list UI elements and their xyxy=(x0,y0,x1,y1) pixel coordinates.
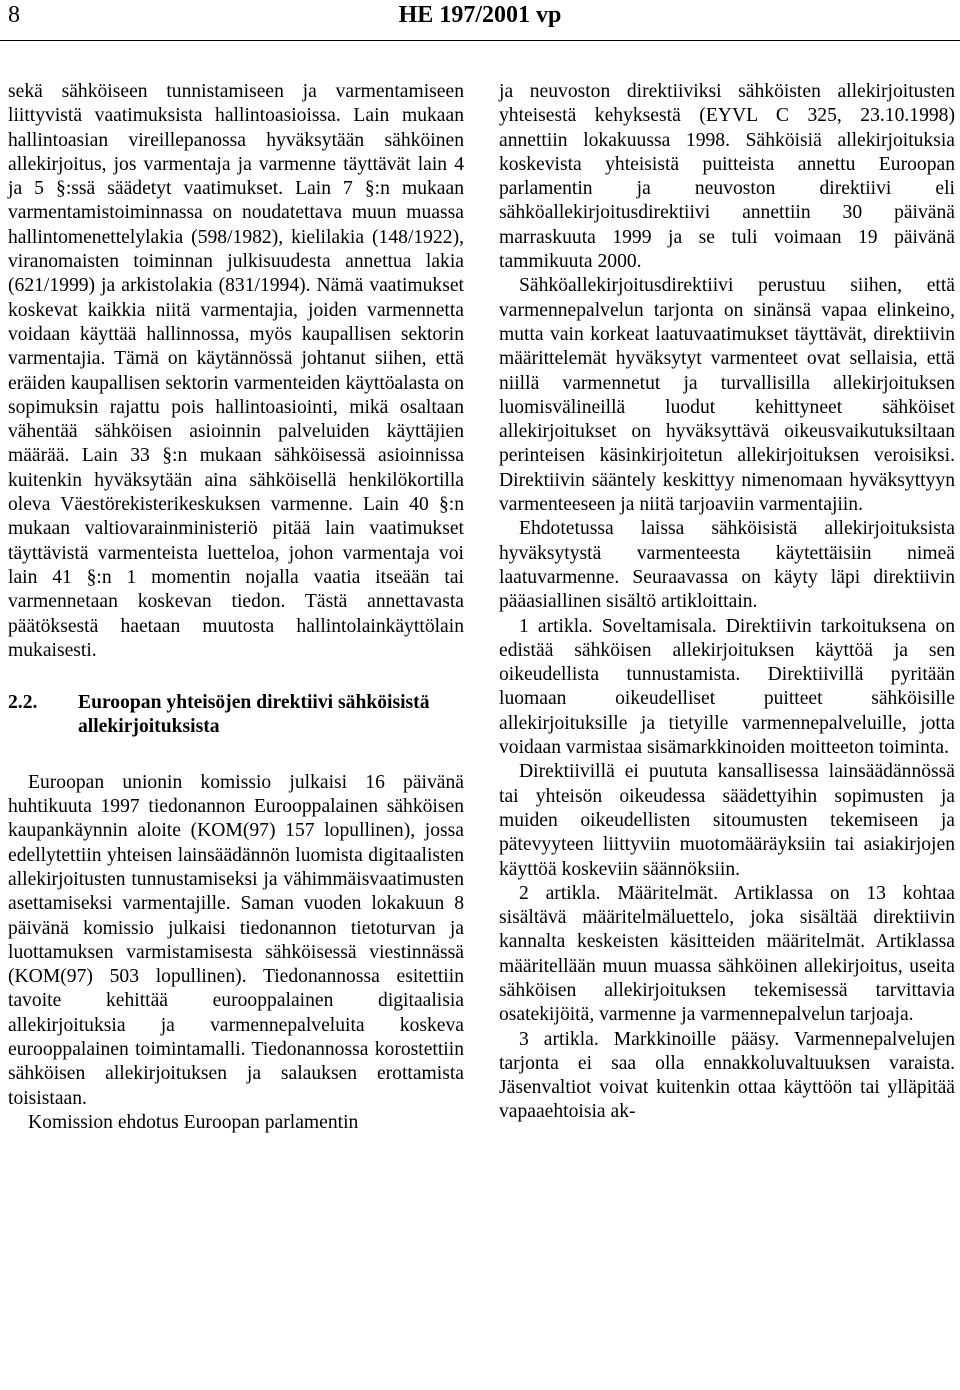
section-title: Euroopan yhteisöjen direktiivi sähköisistä allekirjoituksista xyxy=(78,692,430,738)
paragraph: Direktiivillä ei puututa kansallisessa lainsäädännössä tai yhteisön oikeudessa säädettyihin sopimusten ja muiden oikeudellisten sitoumusten tekemiseen ja pätevyyteen liittyviin muotomääräyksiin tai asiakirjojen käyttöä koskeviin säännöksiin. xyxy=(499,761,955,880)
paragraph: 1 artikla. Soveltamisala. Direktiivin tarkoituksena on edistää sähköisen allekirjoituksen käyttöä ja sen oikeudellista tunnustamista. Direktiivillä pyritään luomaan oikeudelliset puitteet sähköisille allekirjoituksille ja tietyille varmennepalveluille, jotta voidaan varmistaa sisämarkkinoiden moitteeton toiminta. xyxy=(499,615,955,759)
paragraph: Ehdotetussa laissa sähköisistä allekirjoituksista hyväksytystä varmenteesta käytettäisiin nimeä laatuvarmenne. Seuraavassa on käyty läpi direktiivin pääasiallinen sisältö artikloittain. xyxy=(499,518,955,613)
header-rule xyxy=(0,40,960,41)
right-column xyxy=(499,80,955,1125)
paragraph: Euroopan unionin komissio julkaisi 16 päivänä huhtikuuta 1997 tiedonannon Eurooppalainen sähköisen kaupankäynnin aloite (KOM(97) 157 lopullinen), jossa edellytettiin yhteisen lainsäädännön luomista digitaalisten allekirjoitusten tunnustamiseksi ja vähimmäisvaatimusten asettamiseksi varmentajille. Saman vuoden lokakuun 8 päivänä komissio julkaisi tiedonannon tietoturvan ja luottamuksen varmistamisesta sähköisessä viestinnässä (KOM(97) 503 lopullinen). Tiedonannossa esitettiin tavoite kehittää eurooppalainen digitaalisia allekirjoituksia ja varmennepalveluita koskeva eurooppalainen toimintamalli. Tiedonannossa korostettiin sähköisen allekirjoituksen ja salauksen erottamista toisistaan. xyxy=(8,771,464,1109)
document-id: HE 197/2001 vp xyxy=(398,2,562,28)
paragraph: Komission ehdotus Euroopan parlamentin xyxy=(28,1111,359,1133)
page-number: 8 xyxy=(8,2,20,28)
paragraph: sekä sähköiseen tunnistamiseen ja varmentamiseen liittyvistä vaatimuksista hallintoasioissa. Lain mukaan hallintoasian vireillepanossa hyväksytään sähköinen allekirjoitus, jos varmentaja ja varmenne täyttävät lain 4 ja 5 §:ssä säädetyt vaatimukset. Lain 7 §:n mukaan varmentamistoiminnassa on noudatettava muun muassa hallintomenettelylakia (598/1982), kielilakia (148/1922), viranomaisten toiminnan julkisuudesta annettua lakia (621/1999) ja arkistolakia (831/1994). Nämä vaatimukset koskevat kaikkia niitä varmentajia, joiden varmennetta voidaan käyttää hallinnossa, myös kaupallisen sektorin varmentajia. Tämä on käytännössä johtanut siihen, että eräiden kaupallisen sektorin varmenteiden käyttöalasta on sopimuksin rajattu pois hallintoasiointi, mikä osaltaan vähentää sähköisen asioinnin palveluiden käyttäjien määrää. Lain 33 §:n mukaan sähköisessä asioinnissa kuitenkin hyväksytään aina sähköisellä henkilökortilla oleva Väestörekisterikeskuksen varmenne. Lain 40 §:n mukaan valtiovarainministeriö pitää lain vaatimukset täyttävistä varmenteista luetteloa, johon varmentaja voi lain 41 §:n 1 momentin nojalla vaatia itseään tai varmennetaan koskevan tiedon. Tästä annettavasta päätöksestä haetaan muutosta hallintolainkäyttölain mukaisesti. xyxy=(8,81,464,661)
paragraph: 2 artikla. Määritelmät. Artiklassa on 13 kohtaa sisältävä määritelmäluettelo, joka sisältää direktiivin kannalta keskeisten käsitteiden määritelmät. Artiklassa määritellään muun muassa sähköinen allekirjoitus, useita sähköisen allekirjoituksen tekemisessä tarvittavia osatekijöitä, varmenne ja varmennepalvelun tarjoaja. xyxy=(499,882,955,1026)
page-header xyxy=(0,0,960,44)
paragraph: ja neuvoston direktiiviksi sähköisten allekirjoitusten yhteisestä kehyksestä (EYVL C 325, 23.10.1998) annettiin lokakuussa 1998. Sähköisiä allekirjoituksia koskevista yhteisistä puitteista annettu Euroopan parlamentin ja neuvoston direktiivi eli sähköallekirjoitusdirektiivi annettiin 30 päivänä marraskuuta 1999 ja se tuli voimaan 19 päivänä tammikuuta 2000. xyxy=(499,81,955,273)
section-heading xyxy=(8,691,464,740)
section-number: 2.2. xyxy=(8,692,38,714)
paragraph: 3 artikla. Markkinoille pääsy. Varmennepalvelujen tarjonta ei saa olla ennakkoluvaltuuksen varaista. Jäsenvaltiot voivat kuitenkin ottaa käyttöön tai ylläpitää vapaaehtoisia ak- xyxy=(499,1028,955,1123)
left-column xyxy=(8,80,464,1135)
paragraph: Sähköallekirjoitusdirektiivi perustuu siihen, että varmennepalvelun tarjonta on sinänsä vapaa elinkeino, mutta vain korkeat laatuvaatimukset täyttävät, direktiivin määrittelemät hyväksytyt varmenteet ovat sellaisia, että niillä varmennetut ja turvallisilla allekirjoituksen luomisvälineillä luodut kehittyneet sähköiset allekirjoitukset on hyväksyttävä oikeusvaikutuksiltaan perinteisen käsinkirjoitetun allekirjoituksen veroisiksi. Direktiivin sääntely keskittyy nimenomaan hyväksyttyyn varmenteeseen ja niitä tarjoaviin varmentajiin. xyxy=(499,275,955,516)
